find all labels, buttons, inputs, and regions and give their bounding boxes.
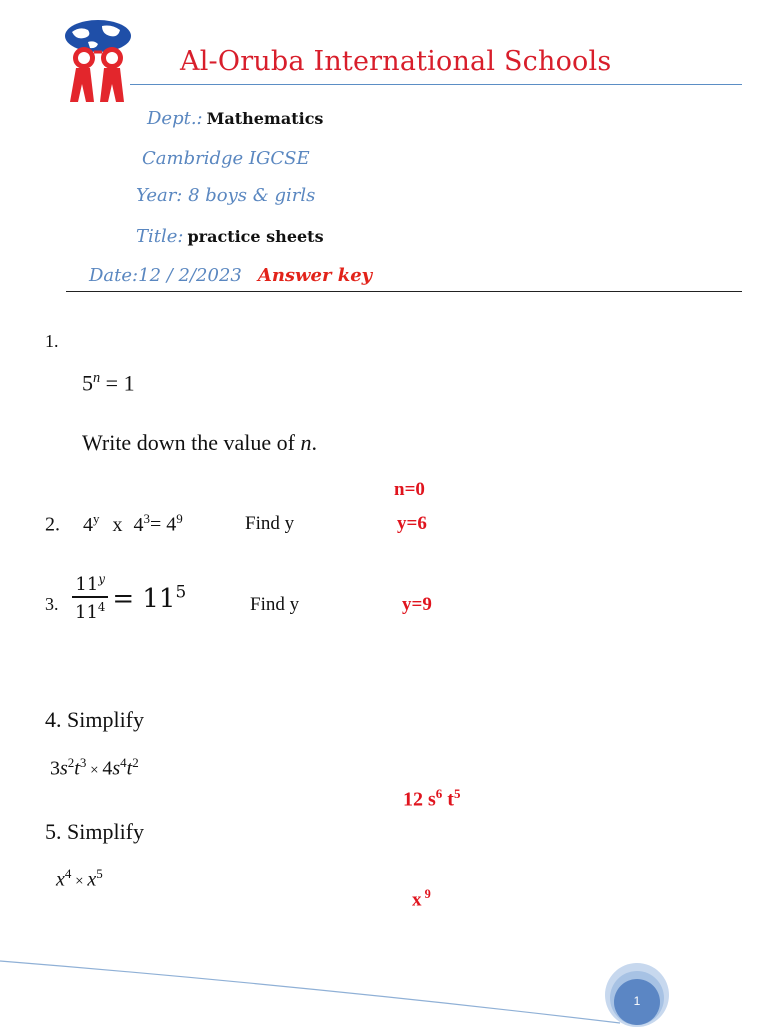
question-1-equation: 5$^n$ = 1: [82, 370, 135, 396]
school-logo: [58, 18, 138, 104]
question-4-answer: 12 $s^6$ $t^5$: [403, 786, 461, 811]
question-2-equation: 2. 4$^y$ x $4^3= 4^9$: [45, 511, 183, 536]
header-divider: [130, 84, 742, 85]
question-1-instruction: Write down the value of n.: [82, 430, 317, 455]
footer-swoosh: [0, 955, 620, 1025]
question-3-prompt: Find y: [250, 594, 300, 615]
question-5-expression: $x^4 \times x^5$: [56, 866, 103, 891]
question-5-heading: 5. Simplify: [45, 819, 145, 844]
question-2-prompt: Find y: [245, 513, 295, 534]
question-3-equation: $\frac{11^y}{11^4}$ = $11^5$: [72, 572, 186, 623]
question-3-number: 3.: [45, 594, 59, 614]
answer-key-label: Answer key: [257, 265, 373, 286]
question-1-answer: n=0: [394, 479, 425, 500]
title-label: Title:: [136, 226, 184, 247]
question-3-answer: y=9: [402, 594, 432, 615]
page-number: 1: [633, 994, 641, 1008]
question-1-number: 1.: [45, 331, 59, 351]
date-line: [89, 265, 372, 286]
dept-line: [147, 108, 323, 129]
question-5-answer: x $^9$: [412, 887, 431, 911]
dept-value: Mathematics: [206, 109, 324, 128]
dept-label: Dept.:: [147, 108, 203, 129]
date-divider: [66, 291, 742, 292]
program-label: Cambridge IGCSE: [142, 148, 310, 169]
school-name: Al-Oruba International Schools: [180, 46, 612, 77]
date-label: Date:12 / 2/2023: [89, 265, 242, 286]
year-label: Year: 8 boys & girls: [136, 185, 316, 206]
question-4-heading: 4. Simplify: [45, 707, 145, 732]
title-value: practice sheets: [187, 227, 324, 246]
question-4-expression: $3s^2t^3 \times 4s^4t^2$: [50, 755, 139, 780]
question-3-fraction: $\frac{11^y}{11^4}$: [72, 572, 108, 623]
title-line: [136, 226, 324, 247]
question-2-answer: y=6: [397, 513, 427, 534]
